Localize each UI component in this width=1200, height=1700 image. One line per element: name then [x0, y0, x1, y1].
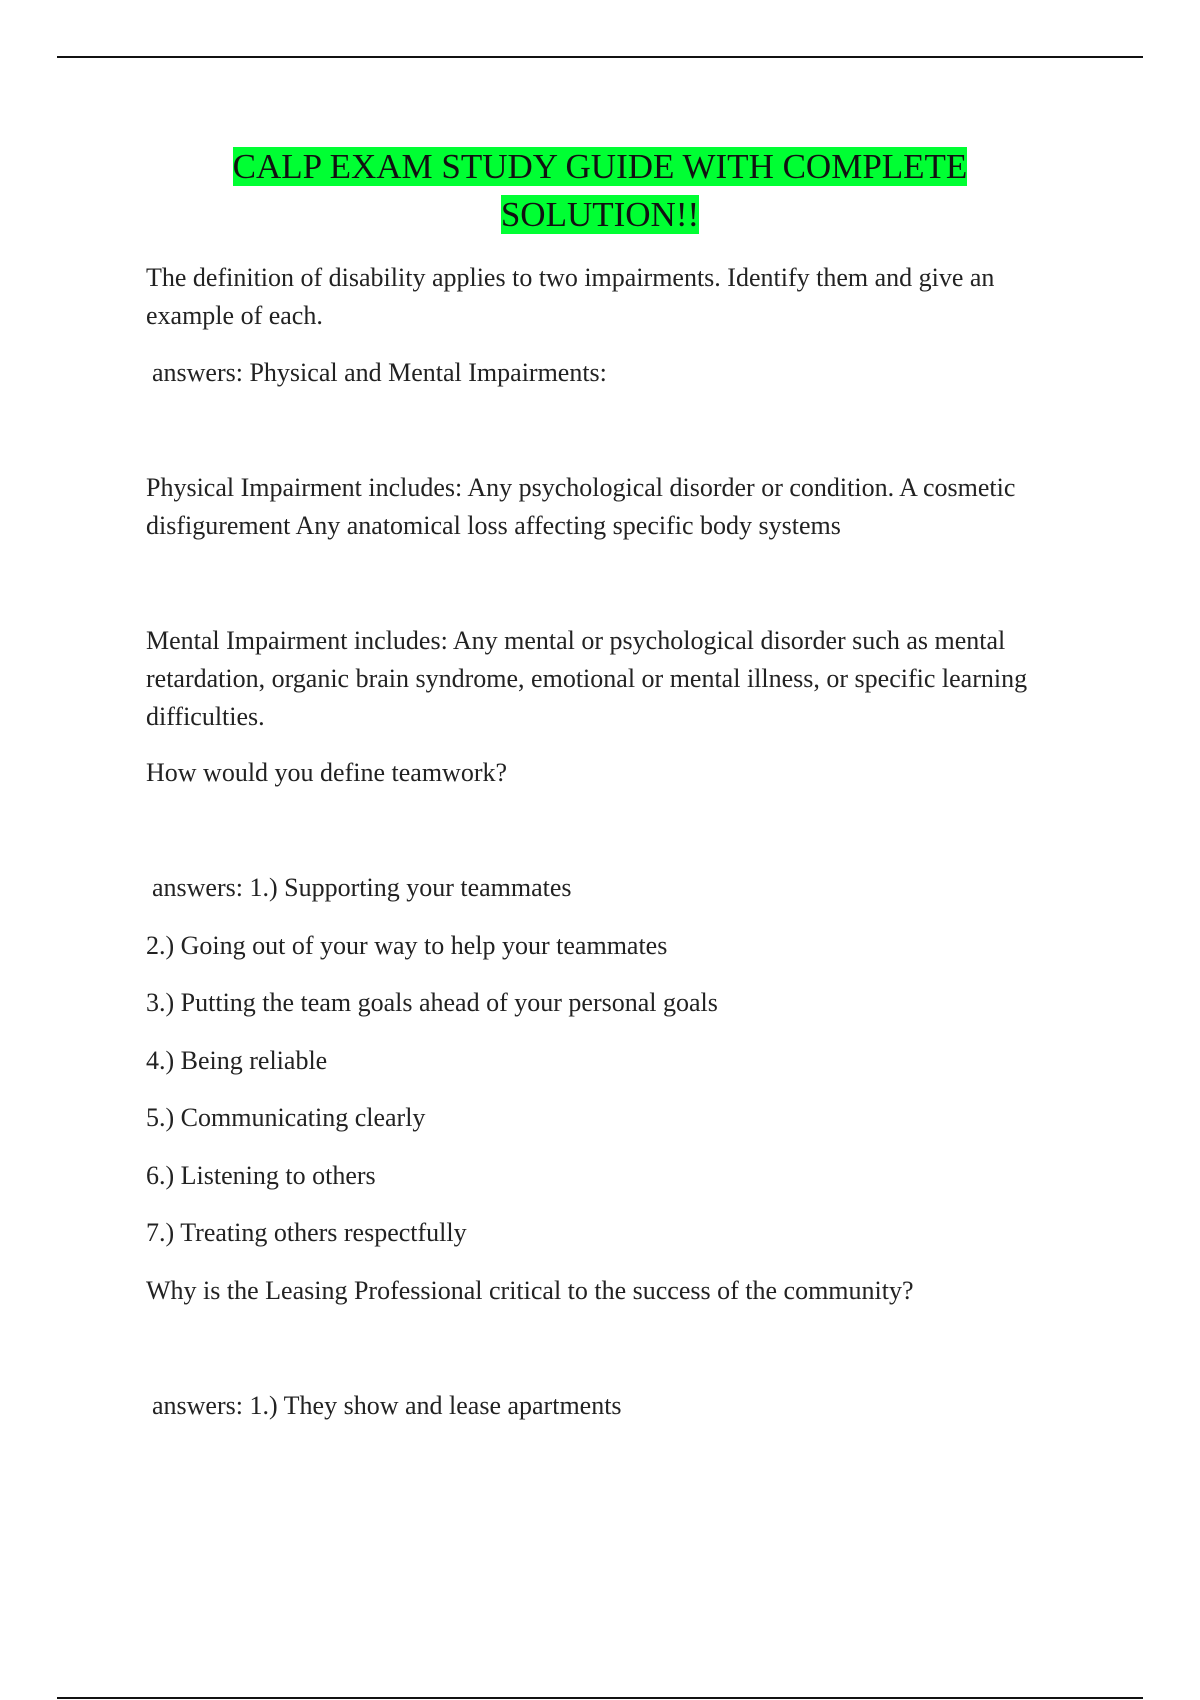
teamwork-answer-6: 6.) Listening to others [146, 1161, 376, 1190]
teamwork-answer-2: 2.) Going out of your way to help your teammates [146, 931, 668, 960]
answer-disability: answers: Physical and Mental Impairments: [152, 358, 607, 387]
question-disability: The definition of disability applies to two impairments. Identify them and give an example of each. [146, 263, 995, 330]
teamwork-answer-3: 3.) Putting the team goals ahead of your personal goals [146, 988, 718, 1017]
mental-impairment-paragraph: Mental Impairment includes: Any mental or psychological disorder such as mental retardation, organic brain syndrome, emotional or mental illness, or specific learning difficulties. [146, 626, 1028, 731]
title-line-2: SOLUTION!! [500, 195, 700, 234]
teamwork-answer-4: 4.) Being reliable [146, 1046, 328, 1075]
leasing-answer-1: answers: 1.) They show and lease apartments [152, 1391, 622, 1420]
question-leasing-professional: Why is the Leasing Professional critical to the success of the community? [146, 1276, 914, 1305]
teamwork-answer-1: answers: 1.) Supporting your teammates [152, 873, 572, 902]
bottom-rule [57, 1697, 1143, 1699]
physical-impairment-paragraph: Physical Impairment includes: Any psychological disorder or condition. A cosmetic disfigurement Any anatomical loss affecting specific body systems [146, 473, 1016, 540]
title-line-1: CALP EXAM STUDY GUIDE WITH COMPLETE [232, 147, 968, 186]
teamwork-answer-7: 7.) Treating others respectfully [146, 1218, 467, 1247]
teamwork-answer-5: 5.) Communicating clearly [146, 1103, 426, 1132]
document-title [0, 143, 1200, 239]
question-teamwork: How would you define teamwork? [146, 758, 508, 787]
top-rule [57, 56, 1143, 58]
